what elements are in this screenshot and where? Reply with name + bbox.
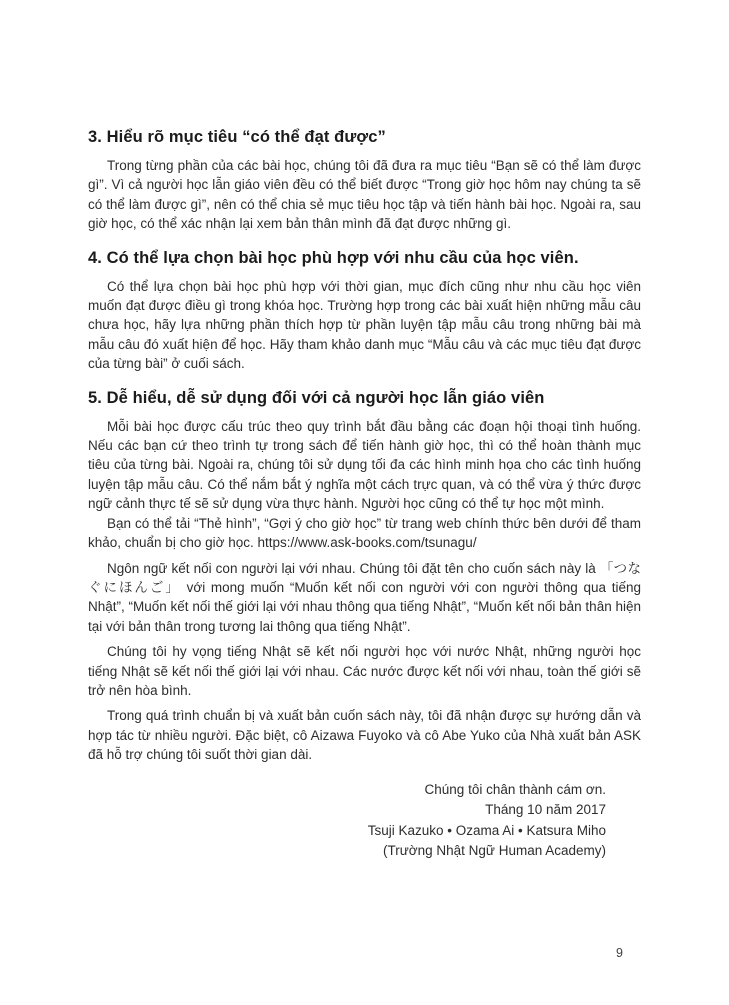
book-name-paragraph: Ngôn ngữ kết nối con người lại với nhau. Chúng tôi đặt tên cho cuốn sách này là 「つなぐにほんご」 với mong muốn “Muốn kết nối con người với con người thông qua tiếng Nhật”, “Muốn kết nối thế giới lại với nhau thông qua tiếng Nhật”, “Muốn kết nối bản thân hiện tại với bản thân trong tương lai thông qua tiếng Nhật”. — [88, 560, 641, 634]
closing-line-authors: Tsuji Kazuko • Ozama Ai • Katsura Miho — [367, 822, 606, 838]
section-5 — [88, 388, 641, 514]
official-website-url: https://www.ask-books.com/tsunagu/ — [257, 535, 477, 551]
page-content — [88, 127, 641, 862]
section-4 — [88, 248, 641, 374]
section-5-heading: 5. Dễ hiểu, dễ sử dụng đối với cả người học lẫn giáo viên — [88, 388, 545, 407]
afterword — [88, 514, 641, 765]
section-3-heading: 3. Hiểu rõ mục tiêu “có thể đạt được” — [88, 128, 386, 146]
closing-line-thanks: Chúng tôi chân thành cám ơn. — [424, 781, 606, 797]
page-number: 9 — [616, 946, 623, 960]
hope-paragraph: Chúng tôi hy vọng tiếng Nhật sẽ kết nối người học với nước Nhật, những người học tiếng Nhật sẽ kết nối thế giới lại với nhau. Các nước được kết nối với nhau, toàn thế giới sẽ trở nên hòa bình. — [88, 644, 641, 698]
section-4-paragraph: Có thể lựa chọn bài học phù hợp với thời gian, mục đích cũng như nhu cầu học viên muốn đạt được điều gì trong khóa học. Trường hợp trong các bài xuất hiện những mẫu câu chưa học, hãy lựa những phần thích hợp từ phần luyện tập mẫu câu trong những bài mà mẫu câu đó xuất hiện để học. Hãy tham khảo danh mục “Mẫu câu và các mục tiêu đạt được của từng bài” ở cuối sách. — [88, 278, 641, 372]
closing-block — [88, 780, 641, 862]
closing-line-date: Tháng 10 năm 2017 — [485, 802, 606, 818]
acknowledgement-paragraph: Trong quá trình chuẩn bị và xuất bản cuốn sách này, tôi đã nhận được sự hướng dẫn và hợp tác từ nhiều người. Đặc biệt, cô Aizawa Fuyoko và cô Abe Yuko của Nhà xuất bản ASK đã hỗ trợ chúng tôi suốt thời gian dài. — [88, 708, 641, 763]
section-4-heading: 4. Có thể lựa chọn bài học phù hợp với nhu cầu của học viên. — [88, 248, 579, 267]
section-3-paragraph: Trong từng phần của các bài học, chúng tôi đã đưa ra mục tiêu “Bạn sẽ có thể làm được gì”. Vì cả người học lẫn giáo viên đều có thể biết được “Trong giờ học hôm nay chúng ta sẽ có thể làm được gì”, nên có thể chia sẻ mục tiêu học tập và tiến hành bài học. Ngoài ra, sau giờ học, có thể xác nhận lại xem bản thân mình đã đạt được những gì. — [88, 158, 641, 232]
closing-line-school: (Trường Nhật Ngữ Human Academy) — [382, 843, 606, 859]
download-paragraph-text: Bạn có thể tải “Thẻ hình”, “Gợi ý cho giờ học” từ trang web chính thức bên dưới để tham khảo, chuẩn bị cho giờ học. — [88, 515, 641, 551]
section-5-paragraph: Mỗi bài học được cấu trúc theo quy trình bắt đầu bằng các đoạn hội thoại tình huống. Nếu các bạn cứ theo trình tự trong sách để tiến hành giờ học, thì có thể hoàn thành mục tiêu của từng bài. Ngoài ra, chúng tôi sử dụng tối đa các hình minh họa cho các tình huống luyện tập mẫu câu. Có thể nắm bắt ý nghĩa một cách trực quan, và có thể vừa ý thức được ngữ cảnh thực tế sẽ sử dụng vừa thực hành. Người học cũng có thể tự học một mình. — [88, 418, 641, 512]
download-paragraph — [88, 514, 641, 553]
section-3 — [88, 127, 641, 234]
